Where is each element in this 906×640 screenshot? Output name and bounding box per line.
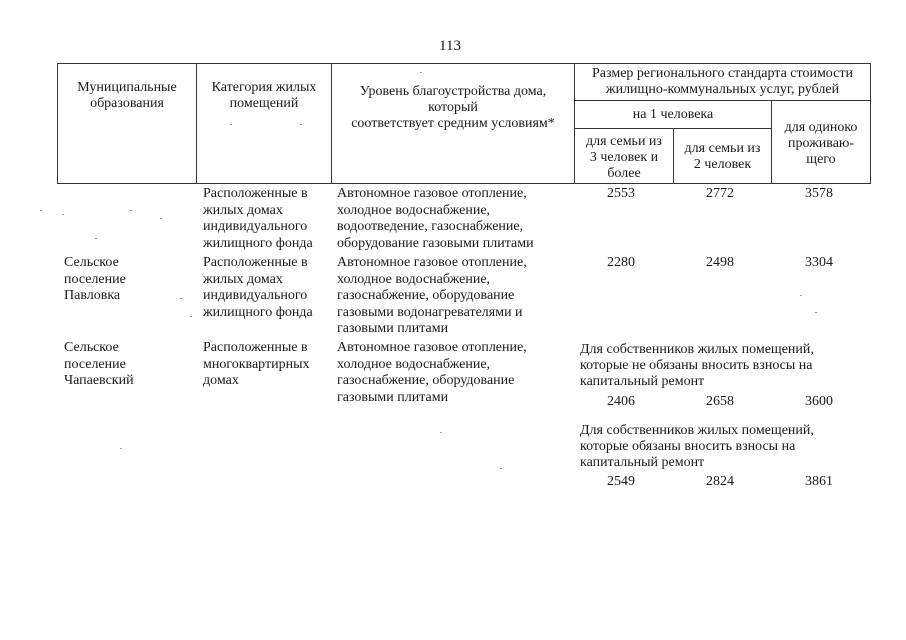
page-number: 113 (439, 38, 461, 54)
municipality-line: Сельское (64, 255, 119, 270)
scan-speck (440, 432, 442, 433)
scan-speck (180, 298, 182, 299)
value-family2: 2824 (706, 474, 734, 489)
category-line: Расположенные в (203, 340, 308, 355)
row-municipality (64, 255, 126, 305)
header-single-line: для одиноко (784, 120, 858, 135)
municipality-line: Павловка (64, 288, 121, 303)
category-line: индивидуального (203, 219, 308, 234)
header-single-line: проживаю- (787, 136, 855, 151)
scan-speck (800, 295, 802, 296)
header-border-right (870, 63, 871, 184)
header-municipal-line: образования (90, 96, 164, 111)
row-level (337, 255, 527, 338)
note-not-obliged (580, 342, 814, 390)
header-family3 (575, 134, 673, 182)
header-single-line: щего (806, 152, 836, 167)
header-level-line: соответствует средним условиям* (351, 116, 555, 131)
category-line: многоквартирных (203, 356, 310, 372)
level-line: Автономное газовое отопление, (337, 255, 527, 270)
level-line: водоотведение, газоснабжение, (337, 219, 524, 234)
level-line: газовыми плитами (337, 389, 449, 405)
note-line: которые не обязаны вносить взносы на (580, 358, 813, 373)
value-family3: 2553 (607, 186, 635, 201)
header-standard (575, 66, 870, 98)
header-per-person: на 1 человека (632, 107, 714, 122)
level-line: газовыми плитами (337, 321, 449, 336)
header-family2 (674, 141, 771, 173)
value-single: 3861 (805, 474, 833, 489)
row-municipality (64, 340, 134, 390)
header-family2-line: для семьи из (684, 141, 761, 156)
municipality-line: Сельское (64, 340, 119, 355)
row-category (203, 255, 313, 321)
scan-speck (815, 312, 817, 313)
header-level-line: который (428, 100, 478, 115)
row-level (337, 186, 534, 252)
header-family2-line: 2 человек (693, 157, 752, 172)
scan-speck (40, 210, 42, 211)
header-family3-line: 3 человек и (589, 150, 659, 165)
scan-speck (130, 210, 132, 211)
value-family3: 2406 (607, 394, 635, 409)
note-line: капитальный ремонт (580, 455, 705, 470)
header-municipal (58, 80, 196, 112)
header-municipal-line: Муниципальные (77, 80, 177, 95)
scan-speck (420, 72, 422, 73)
scan-speck (120, 448, 122, 449)
scan-speck (190, 316, 192, 317)
level-line: холодное водоснабжение, (337, 202, 491, 218)
category-line: домах (203, 373, 239, 388)
header-divider-standard (574, 100, 871, 101)
scan-speck (230, 124, 232, 125)
header-category (197, 80, 331, 112)
category-line: жилищного фонда (203, 304, 313, 320)
scan-speck (95, 238, 97, 239)
header-family3-line: более (607, 166, 641, 181)
category-line: индивидуального (203, 288, 308, 303)
level-line: холодное водоснабжение, (337, 356, 491, 372)
category-line: жилищного фонда (203, 235, 313, 251)
municipality-line: поселение (64, 356, 126, 372)
scan-speck (300, 124, 302, 125)
value-family2: 2658 (706, 394, 734, 409)
row-category (203, 340, 310, 390)
note-line: капитальный ремонт (580, 374, 705, 389)
level-line: оборудование газовыми плитами (337, 235, 534, 251)
category-line: жилых домах (203, 271, 283, 287)
value-family2: 2772 (706, 186, 734, 201)
value-single: 3304 (805, 255, 833, 270)
header-category-line: помещений (229, 96, 299, 111)
scan-speck (62, 214, 64, 215)
header-standard-line: жилищно-коммунальных услуг, рублей (605, 82, 840, 97)
header-top-border (57, 63, 871, 64)
note-line: Для собственников жилых помещений, (580, 423, 814, 438)
row-level (337, 340, 527, 406)
note-line: Для собственников жилых помещений, (580, 342, 814, 357)
level-line: холодное водоснабжение, (337, 271, 491, 287)
value-family3: 2549 (607, 474, 635, 489)
note-line: которые обязаны вносить взносы на (580, 439, 796, 454)
header-bottom-border (57, 183, 871, 184)
municipality-line: поселение (64, 271, 126, 287)
municipality-line: Чапаевский (64, 373, 134, 388)
level-line: Автономное газовое отопление, (337, 186, 527, 201)
level-line: газоснабжение, оборудование (337, 373, 515, 388)
header-single (772, 120, 870, 168)
category-line: Расположенные в (203, 255, 308, 270)
scan-speck (500, 468, 502, 469)
value-single: 3600 (805, 394, 833, 409)
header-category-line: Категория жилых (211, 80, 317, 95)
row-category (203, 186, 313, 252)
level-line: Автономное газовое отопление, (337, 340, 527, 355)
category-line: Расположенные в (203, 186, 308, 201)
level-line: газоснабжение, оборудование (337, 288, 515, 303)
header-level-line: Уровень благоустройства дома, (359, 84, 547, 99)
category-line: жилых домах (203, 202, 283, 218)
header-standard-line: Размер регионального стандарта стоимости (592, 66, 853, 81)
value-family2: 2498 (706, 255, 734, 270)
value-single: 3578 (805, 186, 833, 201)
note-obliged (580, 423, 814, 471)
header-level (332, 84, 574, 132)
level-line: газовыми водонагревателями и (337, 304, 523, 320)
header-family3-line: для семьи из (586, 134, 662, 149)
scan-speck (160, 218, 162, 219)
value-family3: 2280 (607, 255, 635, 270)
